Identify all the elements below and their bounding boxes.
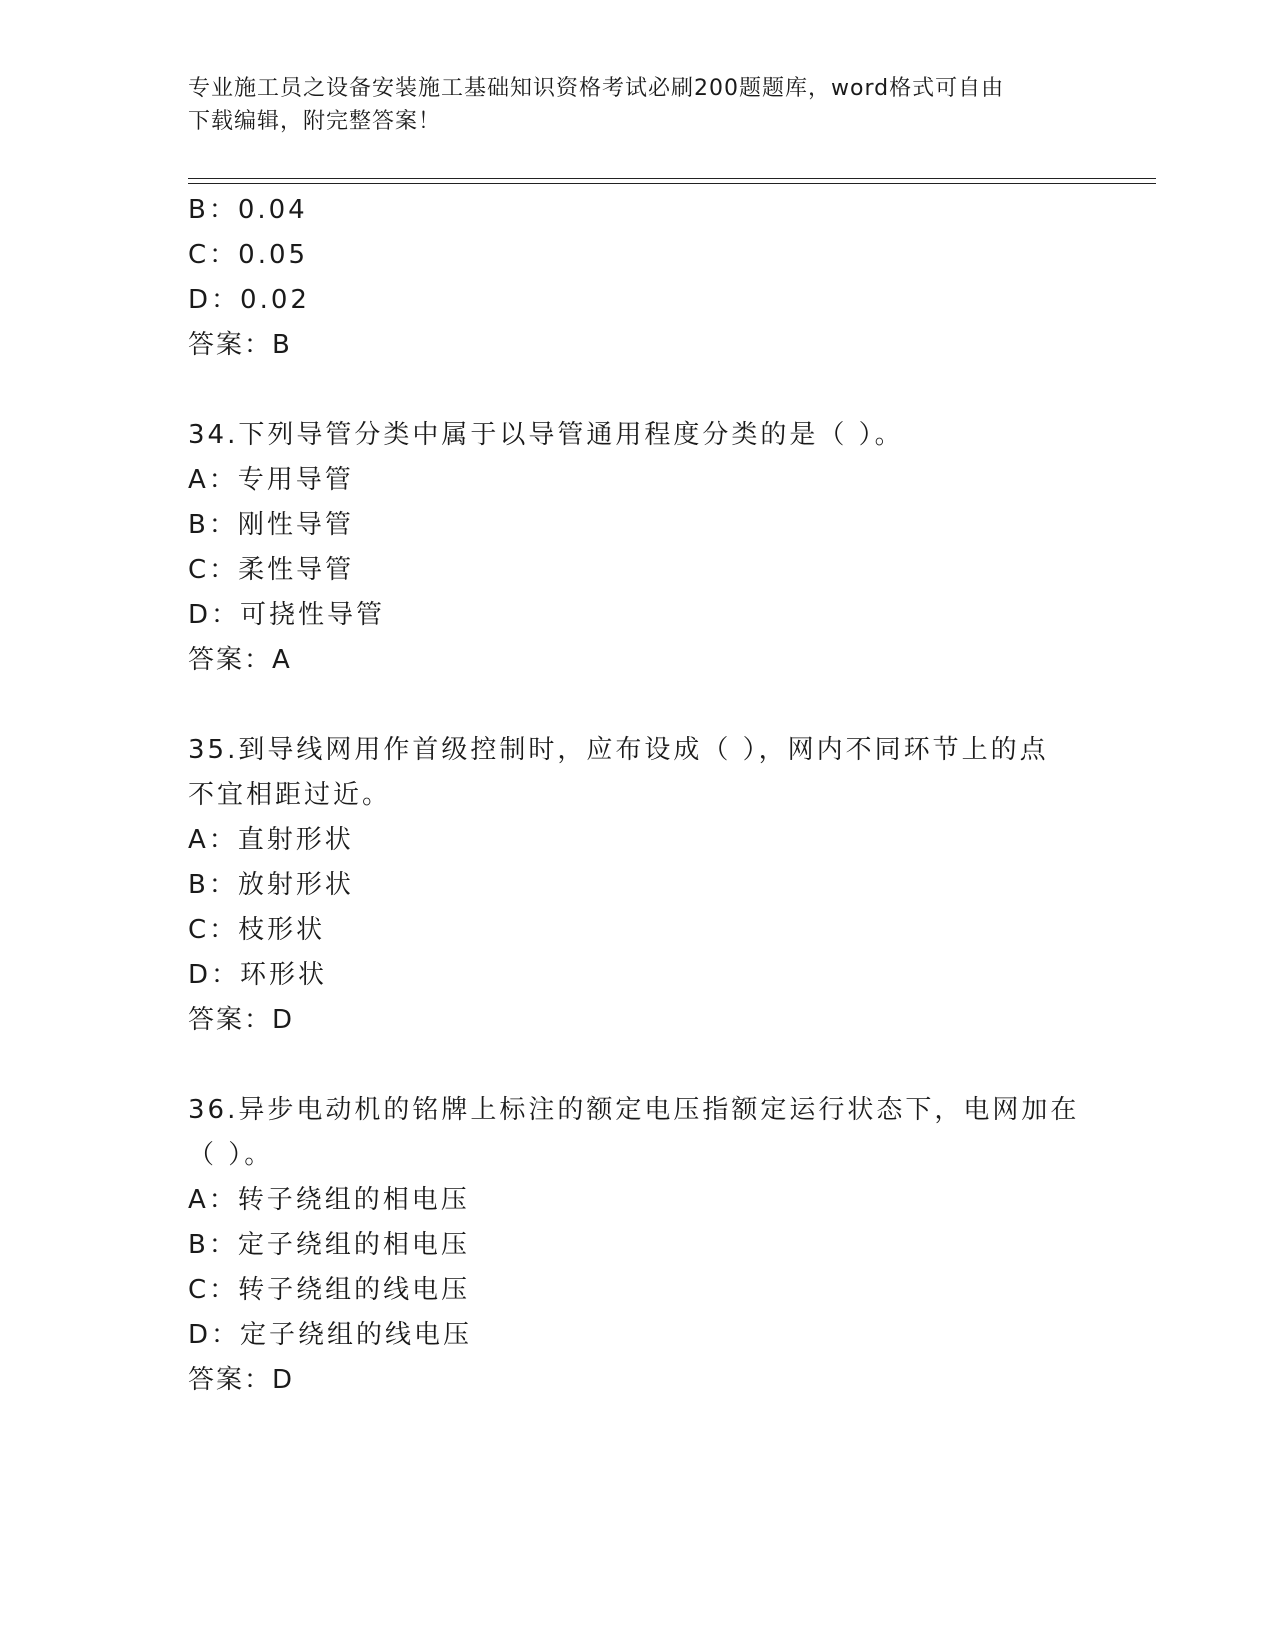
question-34-option-b: B：刚性导管 bbox=[188, 510, 354, 540]
question-36-answer: 答案：D bbox=[188, 1365, 295, 1395]
prev-answer: 答案：B bbox=[188, 330, 292, 360]
question-36-option-a: A：转子绕组的相电压 bbox=[188, 1185, 470, 1215]
header-line-1: 专业施工员之设备安装施工基础知识资格考试必刷200题题库，word格式可自由 bbox=[188, 76, 1005, 101]
question-36-option-c: C：转子绕组的线电压 bbox=[188, 1275, 471, 1305]
question-35-option-d: D：环形状 bbox=[188, 960, 328, 990]
question-35-option-c: C：枝形状 bbox=[188, 915, 326, 945]
question-34-option-a: A：专用导管 bbox=[188, 465, 354, 495]
question-34-option-d: D：可挠性导管 bbox=[188, 600, 386, 630]
prev-option-b: B：0.04 bbox=[188, 195, 308, 225]
question-35-text-line-1: 35.到导线网用作首级控制时，应布设成（ ），网内不同环节上的点 bbox=[188, 735, 1049, 765]
document-header bbox=[188, 72, 1088, 138]
prev-option-c: C：0.05 bbox=[188, 240, 309, 270]
question-35-option-a: A：直射形状 bbox=[188, 825, 354, 855]
question-34-option-c: C：柔性导管 bbox=[188, 555, 355, 585]
question-34-text: 34.下列导管分类中属于以导管通用程度分类的是（ ）。 bbox=[188, 420, 904, 450]
question-35-answer: 答案：D bbox=[188, 1005, 295, 1035]
header-line-2: 下载编辑，附完整答案！ bbox=[188, 109, 442, 134]
question-36-text-line-2: （ ）。 bbox=[188, 1140, 274, 1170]
header-divider-bottom bbox=[188, 183, 1156, 184]
question-34-answer: 答案：A bbox=[188, 645, 292, 675]
prev-option-d: D：0.02 bbox=[188, 285, 310, 315]
question-35-option-b: B：放射形状 bbox=[188, 870, 354, 900]
question-35-text-line-2: 不宜相距过近。 bbox=[188, 780, 392, 810]
question-36-option-b: B：定子绕组的相电压 bbox=[188, 1230, 470, 1260]
header-divider-top bbox=[188, 178, 1156, 179]
question-36-text-line-1: 36.异步电动机的铭牌上标注的额定电压指额定运行状态下，电网加在 bbox=[188, 1095, 1080, 1125]
question-36-option-d: D：定子绕组的线电压 bbox=[188, 1320, 473, 1350]
